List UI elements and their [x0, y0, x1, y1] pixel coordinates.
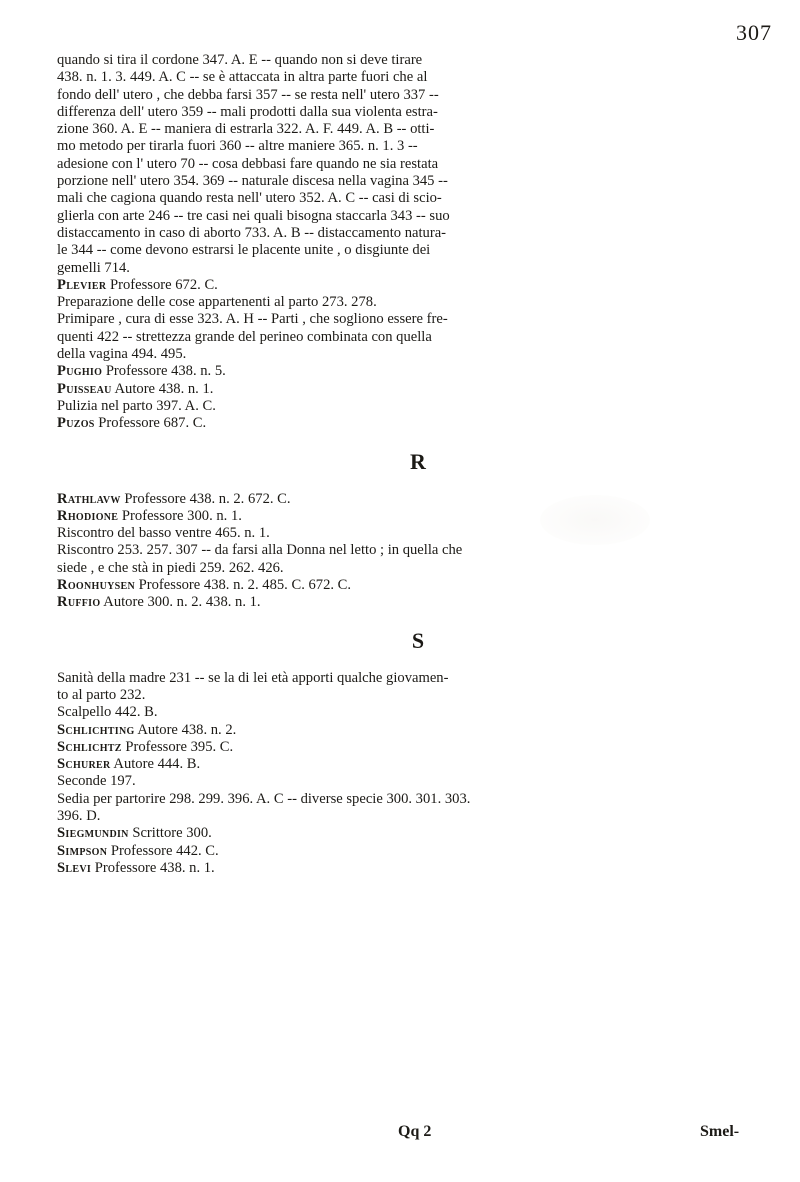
index-entry: [57, 670, 779, 705]
index-entry: [57, 52, 779, 277]
entry-text: Professore 438. n. 1.: [91, 859, 215, 876]
entry-heading: Ruffio: [57, 594, 101, 611]
entry-text: Professore 438. n. 2. 672. C.: [120, 490, 291, 507]
index-entries-s: [57, 670, 779, 878]
page-number: 307: [736, 20, 772, 45]
entry-text: Professore 687. C.: [94, 415, 207, 432]
entry-heading: Simpson: [57, 842, 108, 859]
entry-line: adesione con l' utero 70 -- cosa debbasi fare quando ne sia restata: [57, 155, 439, 172]
index-entry: [57, 415, 779, 432]
entry-line: siede , e che stà in piedi 259. 262. 426.: [57, 559, 284, 576]
index-entry: [57, 594, 779, 611]
entry-line: 438. n. 1. 3. 449. A. C -- se è attaccata in altra parte fuori che al: [57, 69, 428, 86]
entry-text: Professore 395. C.: [121, 738, 234, 755]
entry-line: [57, 859, 779, 877]
index-entry: [57, 294, 779, 311]
index-entry: [57, 508, 779, 525]
entry-heading: Slevi: [57, 859, 92, 876]
entry-line: le 344 -- come devono estrarsi le placente unite , o disgiunte dei: [57, 242, 431, 259]
index-entry: [57, 825, 779, 842]
entry-line: [57, 577, 779, 594]
index-entry: [57, 843, 779, 860]
index-entry: [57, 525, 779, 542]
entry-line: Scalpello 442. B.: [57, 704, 158, 721]
entry-line: fondo dell' utero , che debba farsi 357 -- se resta nell' utero 337 --: [57, 86, 439, 103]
index-column: [57, 52, 779, 877]
entry-text: Scrittore 300.: [128, 825, 212, 842]
entry-line: gemelli 714.: [57, 259, 130, 276]
entry-line: Primipare , cura di esse 323. A. H -- Parti , che sogliono essere fre-: [57, 311, 448, 328]
entry-line: Seconde 197.: [57, 773, 136, 790]
index-entry: [57, 773, 779, 790]
entry-text: Autore 300. n. 2. 438. n. 1.: [100, 594, 261, 611]
index-entry: [57, 542, 779, 577]
entry-text: Autore 438. n. 2.: [134, 721, 237, 738]
entry-line: [57, 490, 779, 508]
entry-line: mo metodo per tirarla fuori 360 -- altre maniere 365. n. 1. 3 --: [57, 138, 418, 155]
entry-line: glierla con arte 246 -- tre casi nei quali bisogna staccarla 343 -- suo: [57, 207, 450, 224]
entry-line: [57, 380, 779, 398]
entry-line: [57, 842, 779, 860]
signature-mark: Qq 2: [398, 1123, 432, 1140]
entry-heading: Puzos: [57, 415, 95, 432]
entry-line: quenti 422 -- strettezza grande del perineo combinata con quella: [57, 328, 432, 345]
index-entry: [57, 756, 779, 773]
index-entry: [57, 791, 779, 826]
entry-line: to al parto 232.: [57, 686, 146, 703]
entry-heading: Schlichting: [57, 721, 135, 738]
index-entry: [57, 577, 779, 594]
entry-line: 396. D.: [57, 807, 101, 824]
entry-line: Pulizia nel parto 397. A. C.: [57, 397, 216, 414]
entry-line: Preparazione delle cose appartenenti al parto 273. 278.: [57, 294, 377, 311]
entry-heading: Roonhuysen: [57, 577, 135, 594]
index-entry: [57, 739, 779, 756]
index-entry: [57, 363, 779, 380]
entry-line: distaccamento in caso di aborto 733. A. B -- distaccamento natura-: [57, 224, 447, 241]
entry-line: quando si tira il cordone 347. A. E -- quando non si deve tirare: [57, 52, 423, 68]
entry-line: [57, 721, 779, 739]
entry-line: [57, 738, 779, 756]
entry-text: Autore 444. B.: [110, 756, 201, 773]
index-entries-p: [57, 52, 779, 433]
entry-line: Sanità della madre 231 -- se la di lei età apporti qualche giovamen-: [57, 669, 449, 686]
entry-line: Riscontro del basso ventre 465. n. 1.: [57, 525, 270, 542]
section-letter-r: R: [410, 448, 426, 474]
index-entry: [57, 277, 779, 294]
entry-line: [57, 756, 779, 773]
entry-text: Professore 672. C.: [106, 276, 218, 293]
entry-line: [57, 825, 779, 842]
entry-line: Riscontro 253. 257. 307 -- da farsi alla Donna nel letto ; in quella che: [57, 542, 463, 559]
entry-heading: Schurer: [57, 756, 111, 773]
entry-line: [57, 594, 779, 611]
entry-text: Professore 300. n. 1.: [118, 507, 242, 524]
index-entry: [57, 704, 779, 721]
entry-text: Professore 438. n. 2. 485. C. 672. C.: [135, 577, 352, 594]
entry-line: mali che cagiona quando resta nell' utero 352. A. C -- casi di scio-: [57, 190, 442, 207]
entry-line: zione 360. A. E -- maniera di estrarla 322. A. F. 449. A. B -- otti-: [57, 121, 435, 138]
entry-line: [57, 507, 779, 525]
index-entry: [57, 311, 779, 363]
entry-heading: Plevier: [57, 276, 107, 293]
entry-line: [57, 276, 779, 294]
index-entry: [57, 722, 779, 739]
entry-text: Autore 438. n. 1.: [111, 380, 214, 397]
index-entry: [57, 860, 779, 877]
entry-heading: Pughio: [57, 363, 103, 380]
entry-text: Professore 438. n. 5.: [102, 363, 226, 380]
entry-heading: Schlichtz: [57, 738, 122, 755]
index-entries-r: [57, 491, 779, 612]
entry-heading: Rathlavw: [57, 490, 121, 507]
entry-heading: Puisseau: [57, 380, 112, 397]
entry-line: Sedia per partorire 298. 299. 396. A. C -- diverse specie 300. 301. 303.: [57, 790, 471, 807]
index-entry: [57, 491, 779, 508]
index-entry: [57, 381, 779, 398]
entry-line: differenza dell' utero 359 -- mali prodotti dalla sua violenta estra-: [57, 103, 438, 120]
entry-line: [57, 415, 779, 432]
section-letter-s: S: [411, 627, 425, 653]
entry-line: [57, 363, 779, 380]
catchword: Smel-: [700, 1123, 740, 1140]
entry-line: porzione nell' utero 354. 369 -- naturale discesa nella vagina 345 --: [57, 173, 448, 190]
entry-line: della vagina 494. 495.: [57, 346, 187, 363]
entry-heading: Rhodione: [57, 507, 119, 524]
entry-text: Professore 442. C.: [107, 842, 219, 859]
entry-heading: Siegmundin: [57, 825, 129, 842]
index-entry: [57, 398, 779, 415]
